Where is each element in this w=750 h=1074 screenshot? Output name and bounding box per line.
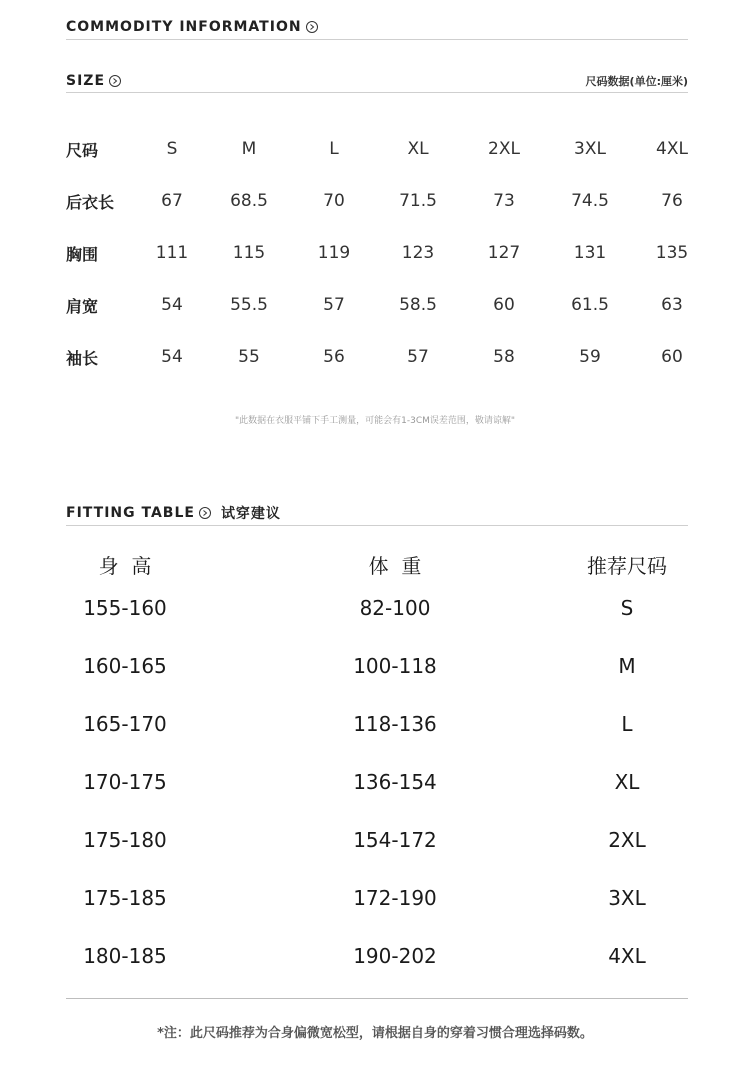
size-cell: 111 [155, 243, 189, 263]
size-cell: 4XL [608, 944, 646, 968]
size-row-label: 胸围 [66, 245, 99, 264]
recommended-size-column-header: 推荐尺码 [587, 554, 667, 578]
height-cell: 175-180 [83, 828, 167, 852]
size-table-row [66, 294, 706, 318]
weight-cell: 136-154 [353, 770, 437, 794]
size-cell: 76 [661, 191, 683, 211]
commodity-information-title: COMMODITY INFORMATION [66, 18, 302, 35]
size-cell: 54 [161, 295, 183, 315]
height-cell: 180-185 [83, 944, 167, 968]
size-header [66, 69, 688, 93]
fitting-table-row [0, 828, 750, 856]
chevron-right-circle-icon [199, 507, 211, 519]
size-cell: 131 [573, 243, 607, 263]
size-cell: 56 [323, 347, 345, 367]
size-cell: 119 [317, 243, 351, 263]
fitting-table-row [0, 886, 750, 914]
size-cell: 60 [493, 295, 515, 315]
size-row-label: 尺码 [66, 141, 99, 160]
size-table-row [66, 190, 706, 214]
size-title: SIZE [66, 72, 106, 89]
size-table-row [66, 242, 706, 266]
size-cell: S [620, 596, 634, 620]
size-cell: 71.5 [399, 191, 437, 211]
fitting-table-title: FITTING TABLE [66, 504, 195, 521]
chevron-right-circle-icon [306, 21, 318, 33]
size-measurement-note: "此数据在衣服平铺下手工测量，可能会有1-3CM误差范围，敬请谅解" [234, 416, 516, 426]
height-cell: 170-175 [83, 770, 167, 794]
size-cell: 135 [655, 243, 689, 263]
fitting-table-header [66, 500, 688, 526]
size-cell: 59 [579, 347, 601, 367]
height-column-header: 身 高 [98, 554, 152, 578]
size-cell: 2XL [488, 139, 520, 159]
size-cell: 4XL [656, 139, 688, 159]
size-row-label: 后衣长 [66, 193, 115, 212]
size-cell: 115 [232, 243, 266, 263]
weight-cell: 100-118 [353, 654, 437, 678]
size-cell: L [329, 139, 339, 159]
size-cell: 58 [493, 347, 515, 367]
weight-cell: 82-100 [359, 596, 431, 620]
fitting-table-row [0, 770, 750, 798]
weight-cell: 172-190 [353, 886, 437, 910]
size-cell: 57 [407, 347, 429, 367]
commodity-information-header [66, 14, 688, 40]
size-cell: 54 [161, 347, 183, 367]
size-row-label: 袖长 [66, 349, 99, 368]
size-cell: 55 [238, 347, 260, 367]
size-cell: M [241, 139, 257, 159]
size-unit-label: 尺码数据(单位:厘米) [585, 74, 688, 88]
size-row-label: 肩宽 [66, 297, 99, 316]
size-cell: 61.5 [571, 295, 609, 315]
fitting-table-row [0, 712, 750, 740]
size-cell: 67 [161, 191, 183, 211]
height-cell: 155-160 [83, 596, 167, 620]
height-cell: 160-165 [83, 654, 167, 678]
size-cell: 3XL [574, 139, 606, 159]
size-cell: 58.5 [399, 295, 437, 315]
size-cell: 123 [401, 243, 435, 263]
size-cell: 127 [487, 243, 521, 263]
weight-cell: 154-172 [353, 828, 437, 852]
fitting-table-row [0, 944, 750, 972]
size-cell: 70 [323, 191, 345, 211]
fitting-table-row [0, 596, 750, 624]
size-cell: 2XL [608, 828, 646, 852]
weight-cell: 118-136 [353, 712, 437, 736]
size-cell: 73 [493, 191, 515, 211]
size-cell: 60 [661, 347, 683, 367]
size-cell: S [166, 139, 178, 159]
size-cell: XL [614, 770, 640, 794]
divider [66, 998, 688, 999]
size-table-row [66, 346, 706, 370]
weight-column-header: 体 重 [368, 554, 422, 578]
chevron-right-circle-icon [109, 75, 121, 87]
weight-cell: 190-202 [353, 944, 437, 968]
size-cell: 3XL [608, 886, 646, 910]
height-cell: 175-185 [83, 886, 167, 910]
size-cell: 55.5 [230, 295, 268, 315]
size-cell: 68.5 [230, 191, 268, 211]
size-table-row [66, 138, 706, 162]
height-cell: 165-170 [83, 712, 167, 736]
fitting-table-row [0, 654, 750, 682]
fitting-table-header-row [0, 550, 750, 578]
size-cell: L [621, 712, 633, 736]
size-cell: XL [407, 139, 429, 159]
footer-note: *注：此尺码推荐为合身偏微宽松型，请根据自身的穿着习惯合理选择码数。 [157, 1026, 593, 1041]
size-cell: 57 [323, 295, 345, 315]
size-cell: 74.5 [571, 191, 609, 211]
size-cell: 63 [661, 295, 683, 315]
fitting-table-subtitle: 试穿建议 [220, 505, 281, 522]
size-cell: M [618, 654, 636, 678]
